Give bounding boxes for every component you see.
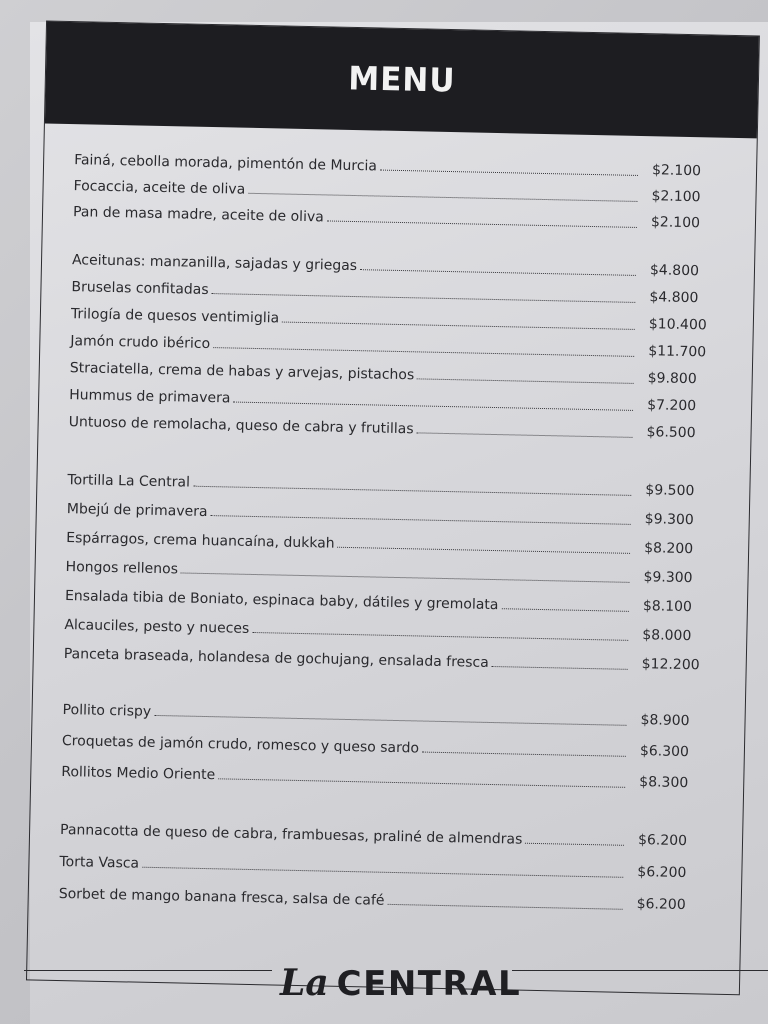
menu-card <box>26 21 760 996</box>
menu-item <box>66 501 694 529</box>
menu-item-name: Pan de masa madre, aceite de oliva <box>72 204 324 226</box>
menu-item <box>59 853 687 882</box>
menu-item-name: Straciatella, crema de habas y arvejas, pistachos <box>69 360 415 384</box>
menu-item <box>61 733 690 761</box>
dotted-leader <box>248 193 637 202</box>
menu-item-name: Alcauciles, pesto y nueces <box>64 617 250 637</box>
menu-item-price: $9.300 <box>644 511 694 529</box>
menu-item <box>70 333 707 361</box>
menu-item-price: $12.200 <box>641 656 700 674</box>
dotted-leader <box>417 378 633 384</box>
menu-item-name: Ensalada tibia de Boniato, espinaca baby, dátiles y gremolata <box>64 588 499 614</box>
dotted-leader <box>417 432 633 438</box>
menu-item-price: $6.200 <box>637 832 688 850</box>
menu-item-name: Pollito crispy <box>62 702 152 720</box>
menu-item-name: Pannacotta de queso de cabra, frambuesas, praliné de almendras <box>59 821 523 848</box>
menu-item <box>72 204 701 232</box>
menu-item-price: $9.500 <box>645 482 695 500</box>
dotted-leader <box>422 752 626 757</box>
menu-item-price: $4.800 <box>649 289 699 307</box>
menu-item-name: Untuoso de remolacha, queso de cabra y frutillas <box>68 414 414 438</box>
menu-item-name: Mbejú de primavera <box>66 501 208 521</box>
menu-item <box>64 617 692 645</box>
menu-item <box>71 252 700 280</box>
dotted-leader <box>525 843 624 846</box>
menu-item <box>68 414 696 442</box>
menu-item-name: Tortilla La Central <box>67 472 191 491</box>
menu-item <box>69 360 697 388</box>
dotted-leader <box>193 486 631 496</box>
dotted-leader <box>252 632 628 641</box>
menu-item <box>61 764 689 792</box>
dotted-leader <box>154 715 626 726</box>
footer-rule-right <box>512 970 768 971</box>
menu-item-price: $6.500 <box>646 424 696 442</box>
menu-item-price: $8.000 <box>642 627 692 645</box>
dotted-leader <box>233 402 633 411</box>
menu-item-name: Jamón crudo ibérico <box>70 333 211 353</box>
dotted-leader <box>181 572 630 582</box>
menu-item <box>65 559 693 587</box>
menu-header <box>45 22 759 139</box>
menu-item-price: $2.100 <box>651 162 702 180</box>
menu-item <box>70 306 707 334</box>
menu-item <box>58 885 686 914</box>
dotted-leader <box>327 220 637 227</box>
menu-item-price: $8.900 <box>640 712 690 730</box>
menu-item <box>66 530 694 558</box>
dotted-leader <box>212 293 636 303</box>
menu-item-price: $9.300 <box>643 569 693 587</box>
menu-item-price: $6.200 <box>636 896 686 914</box>
dotted-leader <box>282 322 635 330</box>
menu-item-name: Aceitunas: manzanilla, sajadas y griegas <box>71 252 358 275</box>
menu-item <box>63 646 700 674</box>
menu-item-price: $6.200 <box>637 864 687 882</box>
dotted-leader <box>387 904 622 910</box>
menu-item-price: $8.100 <box>642 598 693 616</box>
dotted-leader <box>210 515 630 525</box>
menu-item <box>73 152 702 180</box>
menu-item <box>64 588 693 616</box>
dotted-leader <box>213 347 634 357</box>
logo-script: La <box>280 962 329 1004</box>
footer-rule-left <box>24 970 272 971</box>
menu-title: MENU <box>347 59 456 101</box>
menu-item-price: $2.100 <box>650 214 701 232</box>
menu-item-name: Bruselas confitadas <box>71 279 209 298</box>
menu-item-price: $6.300 <box>639 743 690 761</box>
menu-item <box>62 702 690 730</box>
menu-item <box>59 821 688 850</box>
menu-item-name: Focaccia, aceite de oliva <box>73 178 246 198</box>
menu-item-price: $11.700 <box>648 343 707 361</box>
dotted-leader <box>501 608 628 612</box>
menu-item-name: Panceta braseada, holandesa de gochujang, ensalada fresca <box>63 646 489 671</box>
menu-item <box>71 279 699 307</box>
menu-item-name: Hummus de primavera <box>69 387 231 407</box>
dotted-leader <box>338 547 631 554</box>
menu-item <box>67 472 695 500</box>
menu-item-name: Espárragos, crema huancaína, dukkah <box>66 530 335 552</box>
menu-item-name: Hongos rellenos <box>65 559 179 578</box>
menu-item-price: $8.300 <box>639 774 689 792</box>
menu-item-price: $7.200 <box>646 397 697 415</box>
menu-item-name: Torta Vasca <box>59 853 140 872</box>
logo-word: CENTRAL <box>336 964 522 1004</box>
dotted-leader <box>492 666 628 670</box>
dotted-leader <box>218 778 625 788</box>
menu-item-price: $9.800 <box>647 370 697 388</box>
dotted-leader <box>142 867 623 878</box>
menu-item-name: Fainá, cebolla morada, pimentón de Murcia <box>73 152 378 175</box>
menu-item-name: Sorbet de mango banana fresca, salsa de café <box>58 885 385 909</box>
dotted-leader <box>360 269 636 276</box>
dotted-leader <box>380 170 638 176</box>
brand-logo <box>280 962 521 1004</box>
menu-item-price: $2.100 <box>651 188 701 206</box>
menu-item-name: Trilogía de quesos ventimiglia <box>70 306 280 327</box>
menu-item-price: $8.200 <box>643 540 694 558</box>
menu-item <box>73 178 701 206</box>
menu-item-name: Croquetas de jamón crudo, romesco y queso sardo <box>61 733 420 757</box>
menu-item-price: $4.800 <box>649 262 700 280</box>
menu-item-price: $10.400 <box>648 316 707 334</box>
menu-item-name: Rollitos Medio Oriente <box>61 764 216 784</box>
menu-item <box>69 387 697 415</box>
